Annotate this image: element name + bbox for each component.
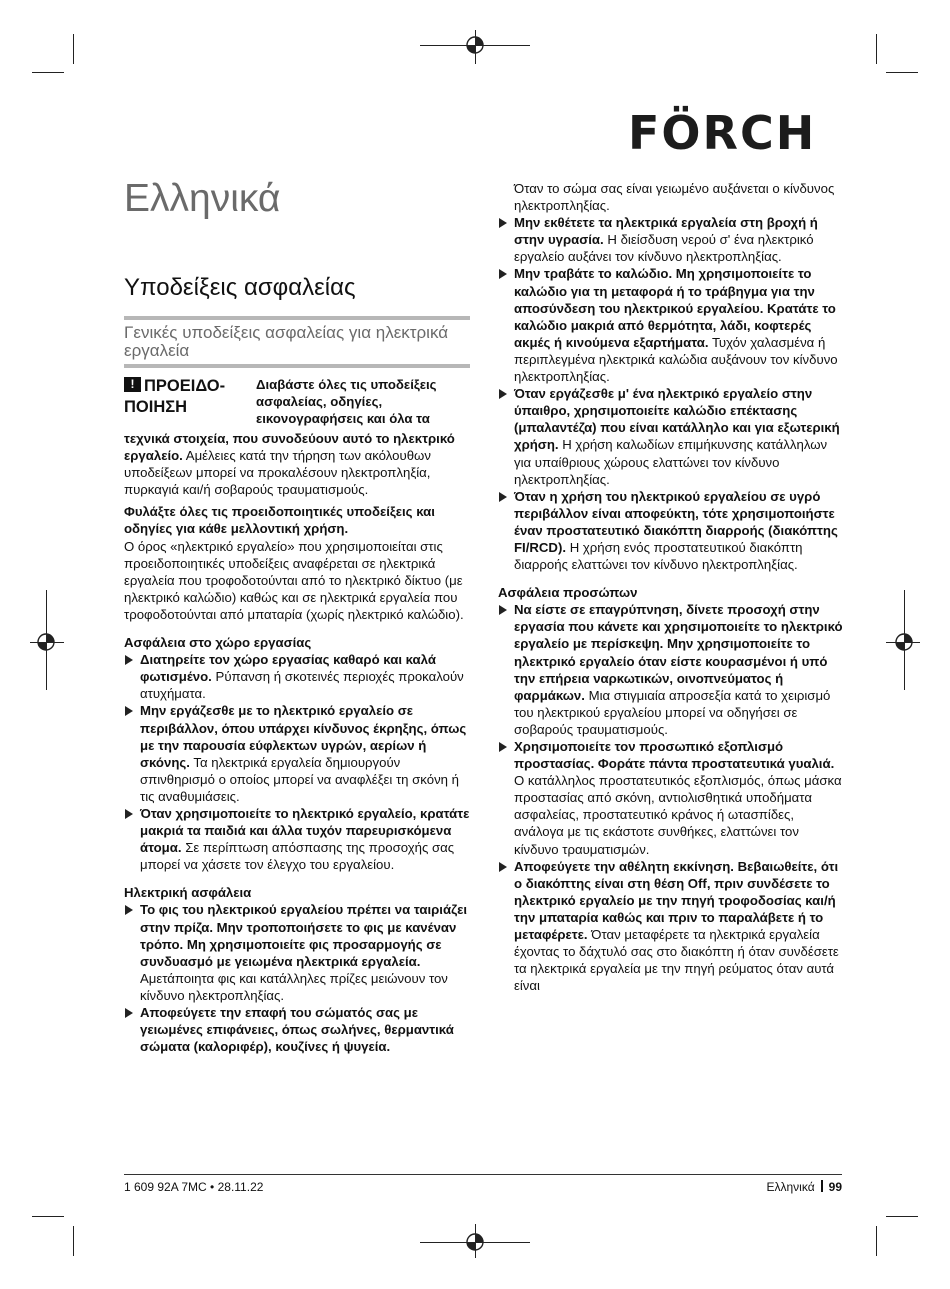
warning-lead: Διαβάστε όλες τις υποδείξεις ασφαλείας, οδηγίες, εικονογραφήσεις και όλα τα [256, 377, 437, 427]
item-bold: Μην εργάζεσθε με το ηλεκτρικό εργαλείο σε περιβάλλον, όπου υπάρχει κίνδυνος έκρηξης, όπως με την παρουσία εύφλεκτων υγρών, αερίων ή σκόνης. [140, 703, 467, 770]
list-item [498, 601, 844, 738]
registration-mark-icon [35, 631, 57, 653]
footer-language: Ελληνικά [766, 1180, 815, 1194]
arrow-bullet-icon [499, 389, 507, 399]
registration-mark-icon [464, 34, 486, 56]
registration-mark-icon [893, 631, 915, 653]
list-item [498, 488, 844, 573]
item-text: Η διείσδυση νερού σ' ένα ηλεκτρικό εργαλείο αυξάνει τον κίνδυνο ηλεκτροπληξίας. [514, 232, 814, 265]
brand-logo-text: FÖRCH [628, 106, 817, 160]
divider [124, 364, 470, 368]
arrow-bullet-icon [125, 905, 133, 915]
arrow-bullet-icon [125, 655, 133, 665]
arrow-bullet-icon [125, 706, 133, 716]
warning-lead-cont: τεχνικά στοιχεία, που συνοδεύουν αυτό το ηλεκτρικό εργαλείο. [124, 431, 455, 464]
item-text: Σε περίπτωση απόσπασης της προσοχής σας μπορεί να χάσετε τον έλεγχο του εργαλείου. [140, 840, 455, 873]
footer-doc-code: 1 609 92A 7MC • 28.11.22 [124, 1180, 264, 1194]
list-item [498, 385, 844, 488]
arrow-bullet-icon [499, 218, 507, 228]
arrow-bullet-icon [125, 809, 133, 819]
heading-work-area: Ασφάλεια στο χώρο εργασίας [124, 635, 312, 651]
item-bold: Όταν εργάζεσθε μ' ένα ηλεκτρικό εργαλείο στην ύπαιθρο, χρησιμοποιείτε καλώδιο επέκτασης (μπαλαντέζα) που είναι κατάλληλο και για εξωτερική χρήση. [514, 386, 840, 453]
arrow-bullet-icon [125, 1008, 133, 1018]
subsection-band [124, 316, 470, 368]
crop-mark [73, 34, 74, 64]
item-text: Όταν το σώμα σας είναι γειωμένο αυξάνεται ο κίνδυνος ηλεκτροπληξίας. [514, 181, 835, 214]
crop-mark [32, 72, 64, 73]
crop-mark [876, 34, 877, 64]
keep-instructions-text: Φυλάξτε όλες τις προειδοποιητικές υποδείξεις και οδηγίες για κάθε μελλοντική χρήση. [124, 504, 435, 537]
warning-text: Αμέλειες κατά την τήρηση των ακόλουθων υποδείξεων μπορεί να προκαλέσουν ηλεκτροπληξία, πυρκαγιά και/ή σοβαρούς τραυματισμούς. [124, 448, 431, 498]
item-bold: Όταν χρησιμοποιείτε το ηλεκτρικό εργαλείο, κρατάτε μακριά τα παιδιά και άλλα τυχόν παρευρισκόμενα άτομα. [140, 805, 470, 856]
footer-separator [821, 1180, 823, 1192]
warning-label-text: ΠΡΟΕΙΔΟ-ΠΟΙΗΣΗ [124, 377, 226, 416]
warning-label [124, 376, 250, 418]
item-bold: Να είστε σε επαγρύπνηση, δίνετε προσοχή στην εργασία που κάνετε και χρησιμοποιείτε το ηλεκτρικό εργαλείο με περίσκεψη. Μην χρησιμοποιείτε το ηλεκτρικό εργαλείο όταν είστε κουρασμένοι ή υπό την επήρεια ναρκωτικών, οινοπνεύματος ή φαρμάκων. [514, 602, 843, 703]
subsection-title: Γενικές υποδείξεις ασφαλείας για ηλεκτρικά εργαλεία [124, 323, 449, 360]
brand-logo [628, 106, 842, 160]
item-text: Τυχόν χαλασμένα ή περιπλεγμένα ηλεκτρικά καλώδια αυξάνουν τον κίνδυνο ηλεκτροπληξίας. [514, 334, 838, 385]
list-item [124, 651, 470, 702]
registration-mark-icon [464, 1231, 486, 1253]
list-item [498, 858, 844, 995]
arrow-bullet-icon [499, 742, 507, 752]
item-bold: Αποφεύγετε την επαφή του σώματός σας με γειωμένες επιφάνειες, όπως σωλήνες, θερμαντικά σώματα (καλοριφέρ), κουζίνες ή ψυγεία. [140, 1005, 454, 1055]
section-title: Υποδείξεις ασφαλείας [124, 274, 356, 301]
item-bold: Αποφεύγετε την αθέλητη εκκίνηση. Βεβαιωθείτε, ότι ο διακόπτης είναι στη θέση Off, πριν συνδέσετε το ηλεκτρικό εργαλείο με την πηγή τροφοδοσίας και/ή την μπαταρία καθώς και πριν το παραλάβετε ή το μεταφέρετε. [514, 858, 839, 943]
item-text: Μια στιγμιαία απροσεξία κατά το χειρισμό του ηλεκτρικού εργαλείου μπορεί να οδηγήσει σε σοβαρούς τραυματισμούς. [514, 687, 831, 737]
page-number: 99 [828, 1180, 842, 1194]
crop-mark [876, 1226, 877, 1256]
list-item [124, 901, 470, 1004]
term-definition: Ο όρος «ηλεκτρικό εργαλείο» που χρησιμοποιείται στις προειδοποιητικές υποδείξεις αναφέρεται σε ηλεκτρικά εργαλεία που τροφοδοτούνται από το ηλεκτρικό δίκτυο (με ηλεκτρικό καλώδιο) καθώς και σε ηλεκτρικά εργαλεία που τροφοδοτούνται από μπαταρία (χωρίς ηλεκτρικό καλώδιο). [124, 538, 464, 622]
item-bold: Μην τραβάτε το καλώδιο. Μη χρησιμοποιείτε το καλώδιο για τη μεταφορά ή το τράβηγμα για την αποσύνδεση του ηλεκτρικού εργαλείου. Κρατάτε το καλώδιο μακριά από θερμότητα, λάδι, κοφτερές ακμές ή κινούμενα εξαρτήματα. [514, 266, 836, 350]
arrow-bullet-icon [499, 269, 507, 279]
item-bold: Το φις του ηλεκτρικού εργαλείου πρέπει να ταιριάζει στην πρίζα. Μην τροποποιήσετε το φις με κανέναν τρόπο. Μη χρησιμοποιείτε φις προσαρμογής σε συνδυασμό με γειωμένα ηλεκτρικά εργαλεία. [140, 902, 468, 969]
crop-mark [886, 72, 918, 73]
crop-mark [73, 1226, 74, 1256]
list-item [498, 214, 844, 265]
item-text: Όταν μεταφέρετε τα ηλεκτρικά εργαλεία έχοντας το δάχτυλό σας στο διακόπτη ή όταν συνδέσετε τα ηλεκτρικά εργαλεία με την πηγή ρεύματος όταν αυτά είναι [514, 927, 839, 994]
arrow-bullet-icon [499, 862, 507, 872]
left-column [124, 376, 470, 1055]
item-text: Η χρήση καλωδίων επιμήκυνσης κατάλληλων για υπαίθριους χώρους ελαττώνει τον κίνδυνο ηλεκτροπληξίας. [514, 437, 828, 487]
item-bold: Μην εκθέτετε τα ηλεκτρικά εργαλεία στη βροχή ή στην υγρασία. [514, 215, 818, 248]
heading-electrical: Ηλεκτρική ασφάλεια [124, 885, 252, 901]
item-text: Η χρήση ενός προστατευτικού διακόπτη διαρροής ελαττώνει τον κίνδυνο ηλεκτροπληξίας. [514, 539, 803, 573]
crop-mark [886, 1216, 918, 1217]
item-text: Ο κατάλληλος προστατευτικός εξοπλισμός, όπως μάσκα προστασίας από σκόνη, αντιολισθητικά υποδήματα ασφαλείας, προστατευτικό κράνος ή ωτασπίδες, ανάλογα με τις εκάστοτε συνθήκες, ελαττώνει τον κίνδυνο τραυματισμών. [514, 773, 842, 857]
crop-mark [32, 1216, 64, 1217]
warning-block [124, 376, 470, 430]
footer-page-info [767, 1180, 843, 1194]
list-item [498, 738, 844, 858]
list-item [498, 265, 844, 385]
item-text: Αμετάποιητα φις και κατάλληλες πρίζες μειώνουν τον κίνδυνο ηλεκτροπληξίας. [140, 970, 448, 1003]
item-bold: Διατηρείτε τον χώρο εργασίας καθαρό και καλά φωτισμένο. [140, 652, 436, 685]
right-column [498, 180, 844, 994]
footer-divider [124, 1174, 842, 1175]
keep-instructions [124, 503, 470, 537]
item-bold: Όταν η χρήση του ηλεκτρικού εργαλείου σε υγρό περιβάλλον είναι αποφεύκτη, τότε χρησιμοποιήστε έναν προστατευτικό διακόπτη διαρροής (διακόπτης FI/RCD). [514, 488, 838, 555]
arrow-bullet-icon [499, 605, 507, 615]
heading-personal: Ασφάλεια προσώπων [498, 585, 638, 601]
arrow-bullet-icon [499, 492, 507, 502]
item-bold: Χρησιμοποιείτε τον προσωπικό εξοπλισμό προστασίας. Φοράτε πάντα προστατευτικά γυαλιά. [514, 739, 835, 772]
language-title: Ελληνικά [124, 177, 281, 220]
warning-paragraph [124, 430, 470, 498]
item-text: Τα ηλεκτρικά εργαλεία δημιουργούν σπινθηρισμό ο οποίος μπορεί να αναφλέξει τη σκόνη ή τις αναθυμιάσεις. [140, 754, 460, 804]
warning-triangle-icon: ! [124, 377, 141, 392]
list-item [124, 702, 470, 805]
item-text: Ρύπανση ή σκοτεινές περιοχές προκαλούν ατυχήματα. [140, 669, 464, 702]
list-item-continued [498, 180, 844, 214]
list-item [124, 805, 470, 873]
list-item [124, 1004, 470, 1055]
